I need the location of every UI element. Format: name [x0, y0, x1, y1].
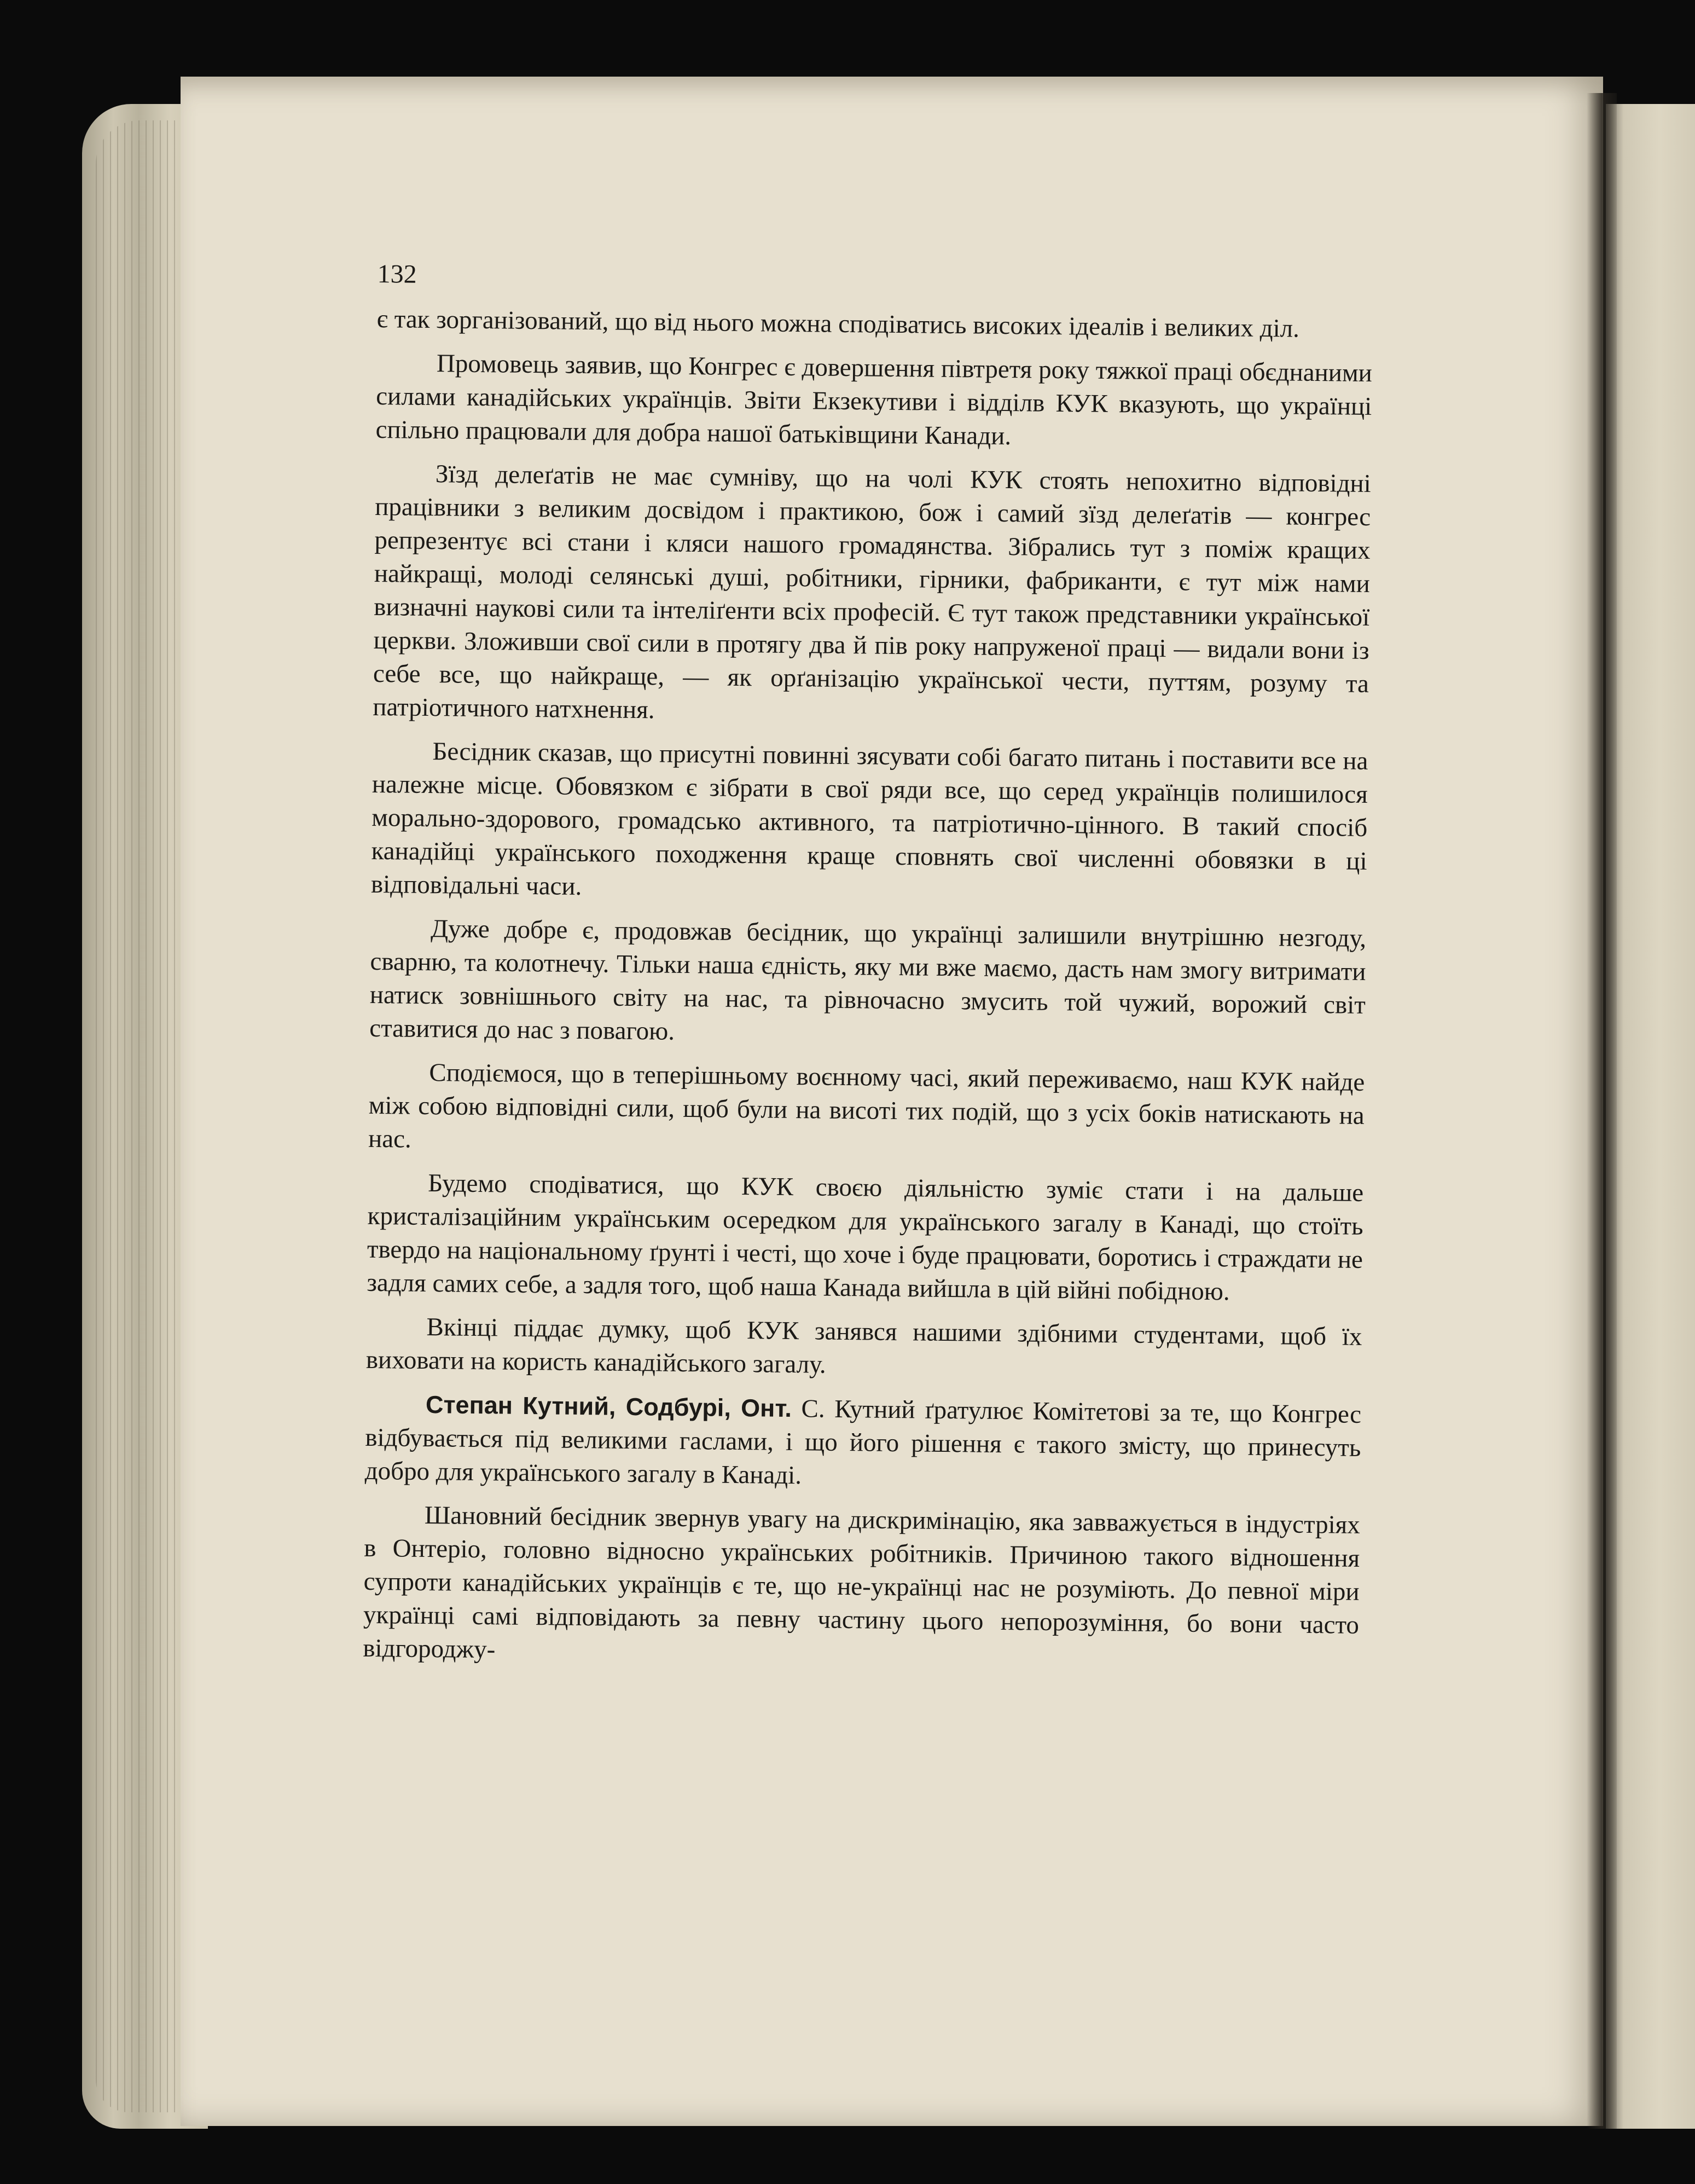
- paragraph: Промовець заявив, що Конгрес є довершення півтретя року тяжкої праці обєднаними силами канадійських українців. Звіти Екзекутиви і відділв КУК вказують, що українці спільно працювали для добра нашої батьківщини Канади.: [375, 349, 1373, 451]
- facing-page-edge: [1606, 104, 1695, 2129]
- book-gutter: [1587, 93, 1617, 2129]
- page-number: 132: [377, 259, 417, 289]
- paragraph: Бесідник сказав, що присутні повинні зясувати собі багато питань і поставити все на належне місце. Обовязком є зібрати в свої ряди все, що серед українців полишилося морально-здорового, громадсько активного, та патріотично-цінного. В такий спосіб канадійці українського походження краще сповнять свої численні обовязки в ці відповідальні часи.: [370, 737, 1368, 901]
- paragraph: Шановний бесідник звернув увагу на дискримінацію, яка завважується в індустріях в Онтеріо, головно відносно українських робітників. Причиною такого відношення супроти канадійських українців є те, що не-українці нас не розуміють. До певної міри українці самі відповідають за певну частину цього непорозуміння, бо вони часто відгороджу-: [363, 1501, 1361, 1664]
- paragraph: Вкінці піддає думку, щоб КУК занявся нашими здібними студентами, щоб їх виховати на користь канадійського загалу.: [365, 1313, 1362, 1379]
- paragraph: Зїзд делеґатів не має сумніву, що на чолі КУК стоять непохитно відповідні працівники з великим досвідом і практикою, бож і самий зїзд делеґатів — конгрес репрезентує всі стани і кляси нашого громадянства. Зібрались тут з поміж кращих найкращі, молоді селянські душі, робітники, гірники, фабриканти, є тут між нами визначні наукові сили та інтеліґенти всіх професій. Є тут також представники української церкви. Зложивши свої сили в протягу два й пів року напруженої праці — видали вони із себе все, що найкраще, — як орґанізацію української чести, путтям, розуму та патріотичного натхнення.: [373, 460, 1372, 725]
- paragraph: Сподіємося, що в теперішньому воєнному часі, який переживаємо, наш КУК найде між собою відповідні сили, щоб були на висоті тих подій, що з усіх боків натискають на нас.: [368, 1058, 1365, 1154]
- speaker-paragraph: Степан Кутний, Содбурі, Онт. С. Кутний ґратулює Комітетові за те, що Конгрес відбувається під великими гаслами, і що його рішення є такого змісту, що принесуть добро для українського загалу в Канаді.: [364, 1391, 1362, 1490]
- page-text: [363, 257, 1373, 1686]
- paragraph: є так зорганізований, що від нього можна сподіватись високих ідеалів і великих діл.: [376, 304, 1300, 343]
- paragraph: Дуже добре є, продовжав бесідник, що українці залишили внутрішню незгоду, сварню, та колотнечу. Тільки наша єдність, яку ми вже маємо, дасть нам змогу витримати натиск зовнішнього світу на нас, та рівночасно змусить той чужий, ворожий світ ставитися до нас з повагою.: [369, 914, 1367, 1046]
- paragraph: Будемо сподіватися, що КУК своєю діяльністю зуміє стати і на дальше кристалізаційним українським осередком для українського загалу в Канаді, що стоїть твердо на національному ґрунті і честі, що хоче і буде працювати, боротись і страждати не задля самих себе, а задля того, щоб наша Канада вийшла в цій війні побідною.: [367, 1169, 1364, 1306]
- speaker-name: Степан Кутний, Содбурі, Онт.: [425, 1391, 792, 1423]
